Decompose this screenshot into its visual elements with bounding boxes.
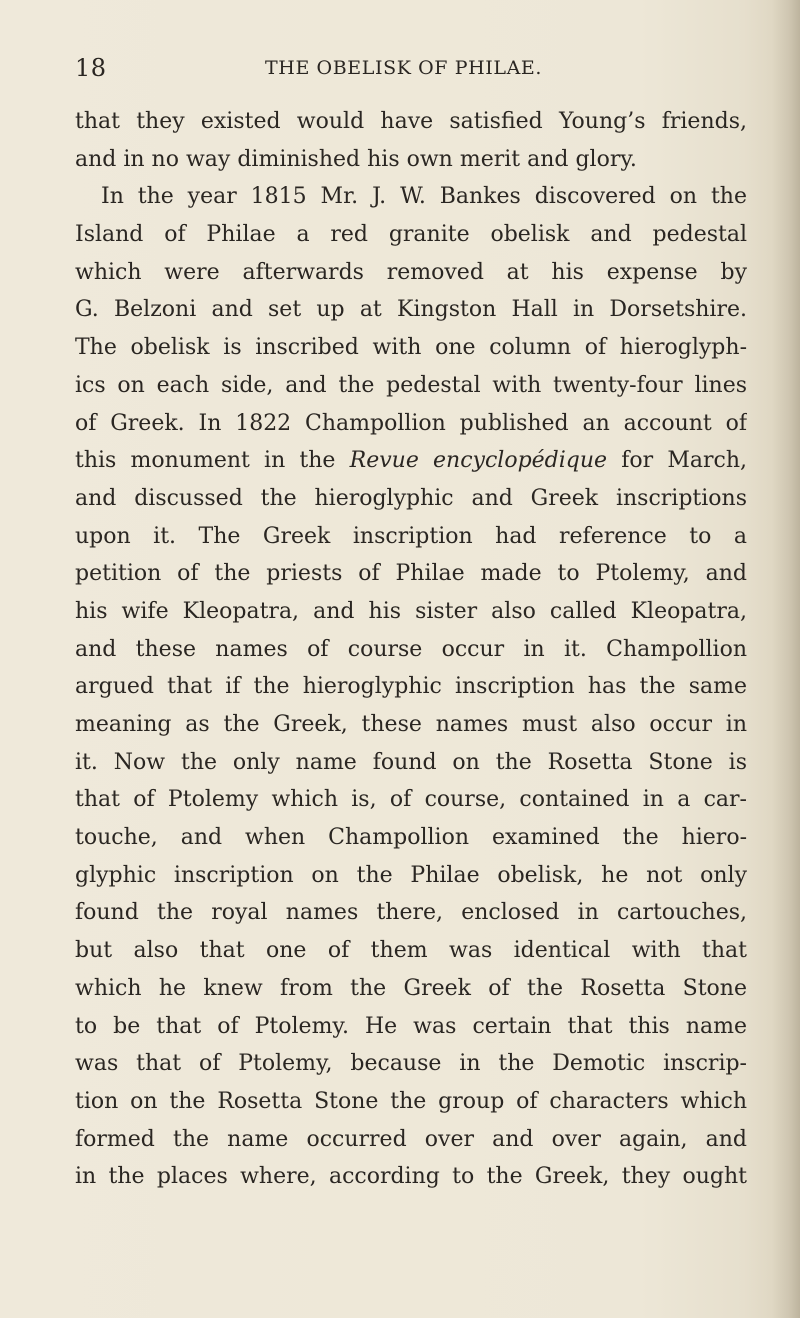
text-line: G. Belzoni and set up at Kingston Hall in Dorsetshire. xyxy=(75,297,747,323)
text-line: was that of Ptolemy, because in the Demotic inscrip- xyxy=(75,1051,747,1077)
page-number: 18 xyxy=(75,54,107,82)
text-line: glyphic inscription on the Philae obelisk, he not only xyxy=(75,862,747,888)
text-line: formed the name occurred over and over again, and xyxy=(75,1126,747,1152)
text-line: that they existed would have satisfied Young’s friends, xyxy=(75,109,747,134)
text-line: and discussed the hieroglyphic and Greek inscriptions xyxy=(75,485,747,511)
text-line: tion on the Rosetta Stone the group of characters which xyxy=(75,1088,747,1114)
text-line: ics on each side, and the pedestal with twenty-four lines xyxy=(75,372,747,398)
text-line: In the year 1815 Mr. J. W. Bankes discovered on the xyxy=(101,184,747,210)
text-line: and these names of course occur in it. Champollion xyxy=(75,636,747,662)
text-line: Island of Philae a red granite obelisk and pedestal xyxy=(75,222,747,248)
text-line: petition of the priests of Philae made to Ptolemy, and xyxy=(75,561,747,587)
text-line: which he knew from the Greek of the Rosetta Stone xyxy=(75,975,747,1001)
text-line: meaning as the Greek, these names must also occur in xyxy=(75,712,747,737)
text-line: The obelisk is inscribed with one column of hieroglyph- xyxy=(75,335,747,361)
body-text xyxy=(75,103,747,1196)
running-title: THE OBELISK OF PHILAE. xyxy=(265,57,543,79)
text-line: in the places where, according to the Greek, they ought xyxy=(75,1164,747,1190)
page-edge-shadow xyxy=(772,0,800,1318)
journal-title-italic: Revue encyclopédique xyxy=(349,448,608,474)
text-line: which were afterwards removed at his expense by xyxy=(75,259,747,285)
text-line: to be that of Ptolemy. He was certain that this name xyxy=(75,1013,747,1039)
text-line xyxy=(75,442,747,480)
text-line: found the royal names there, enclosed in cartouches, xyxy=(75,900,747,926)
text-line: it. Now the only name found on the Rosetta Stone is xyxy=(75,749,747,775)
text-run: for March, xyxy=(607,448,747,474)
text-line: upon it. The Greek inscription had reference to a xyxy=(75,523,747,549)
text-line: but also that one of them was identical with that xyxy=(75,938,747,964)
text-line: his wife Kleopatra, and his sister also called Kleopatra, xyxy=(75,598,747,624)
running-head xyxy=(75,50,735,90)
text-line: of Greek. In 1822 Champollion published an account of xyxy=(75,410,747,436)
text-line: that of Ptolemy which is, of course, contained in a car- xyxy=(75,787,747,813)
text-line: and in no way diminished his own merit and glory. xyxy=(75,146,637,172)
text-line: touche, and when Champollion examined the hiero- xyxy=(75,825,747,851)
text-run: this monument in the xyxy=(75,448,350,474)
text-line: argued that if the hieroglyphic inscription has the same xyxy=(75,674,747,700)
